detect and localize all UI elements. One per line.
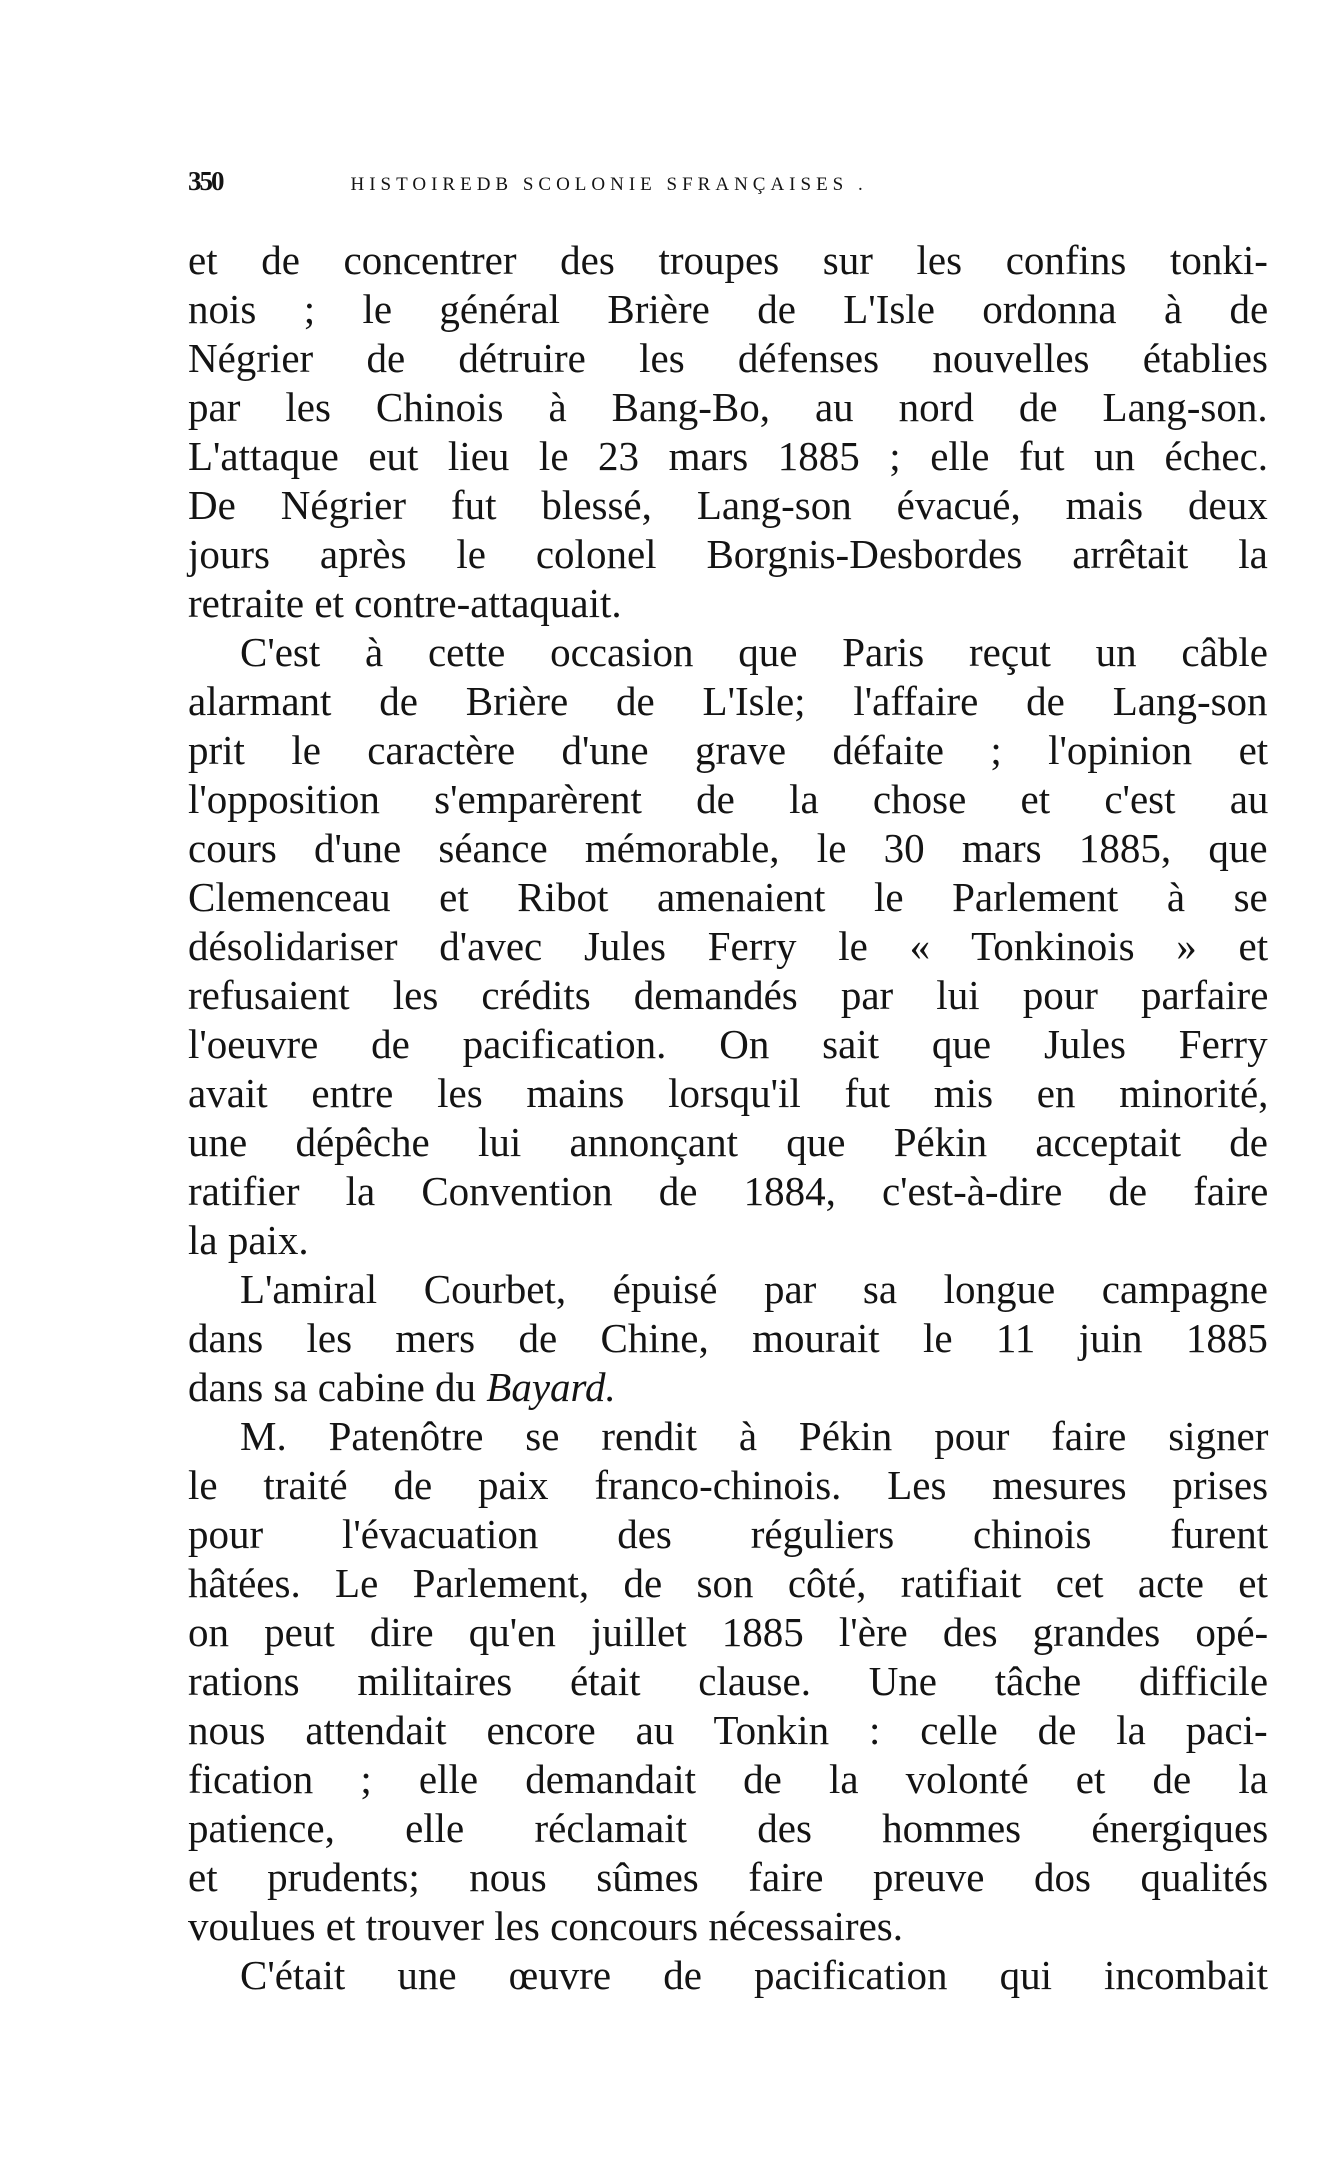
text-line bbox=[188, 1118, 1268, 1167]
text-line bbox=[188, 1657, 1268, 1706]
page-number: 350 bbox=[188, 166, 223, 196]
text-line-content: l'oeuvre de pacification. On sait que Jules Ferry bbox=[188, 1021, 1268, 1067]
text-line-content: fication ; elle demandait de la volonté et de la bbox=[188, 1756, 1268, 1802]
text-line bbox=[188, 1902, 1268, 1951]
text-line bbox=[188, 1265, 1268, 1314]
text-line-content: voulues et trouver les concours nécessaires. bbox=[188, 1903, 903, 1949]
text-line bbox=[188, 971, 1268, 1020]
text-line-content: Négrier de détruire les défenses nouvelles établies bbox=[188, 335, 1268, 381]
text-line bbox=[188, 285, 1268, 334]
text-line-content: le traité de paix franco-chinois. Les mesures prises bbox=[188, 1462, 1269, 1508]
text-line bbox=[188, 1461, 1268, 1510]
text-line-content: une dépêche lui annonçant que Pékin acceptait de bbox=[188, 1119, 1268, 1165]
text-line bbox=[188, 1608, 1268, 1657]
text-line-content: l'opposition s'emparèrent de la chose et c'est au bbox=[188, 776, 1269, 822]
body-text bbox=[188, 236, 1268, 2000]
text-line-content: rations militaires était clause. Une tâche difficile bbox=[188, 1658, 1269, 1704]
text-line-content: C'est à cette occasion que Paris reçut un câble bbox=[240, 629, 1268, 675]
text-line-content: Clemenceau et Ribot amenaient le Parlement à se bbox=[188, 874, 1268, 920]
text-line-content: et de concentrer des troupes sur les confins tonki- bbox=[188, 237, 1268, 283]
text-line bbox=[188, 1951, 1268, 2000]
text-line bbox=[188, 1804, 1268, 1853]
text-line bbox=[188, 1216, 1268, 1265]
text-line bbox=[188, 726, 1268, 775]
page-header bbox=[188, 166, 1268, 206]
text-line-content: De Négrier fut blessé, Lang-son évacué, mais deux bbox=[188, 482, 1268, 528]
text-line-content: nois ; le général Brière de L'Isle ordonna à de bbox=[188, 286, 1269, 332]
text-line bbox=[188, 1510, 1268, 1559]
text-line-content: dans sa cabine du bbox=[188, 1364, 487, 1410]
text-line bbox=[188, 432, 1268, 481]
text-line-content: L'attaque eut lieu le 23 mars 1885 ; elle fut un échec. bbox=[188, 433, 1269, 479]
text-line bbox=[188, 1853, 1268, 1902]
text-line bbox=[188, 334, 1268, 383]
text-line-content: cours d'une séance mémorable, le 30 mars 1885, que bbox=[188, 825, 1268, 871]
text-line bbox=[188, 481, 1268, 530]
text-line-content: nous attendait encore au Tonkin : celle de la paci- bbox=[188, 1707, 1268, 1753]
text-line bbox=[188, 579, 1268, 628]
text-line bbox=[188, 873, 1268, 922]
text-line bbox=[188, 628, 1268, 677]
text-line-content: hâtées. Le Parlement, de son côté, ratifiait cet acte et bbox=[188, 1560, 1268, 1606]
text-line-content: désolidariser d'avec Jules Ferry le « Tonkinois » et bbox=[188, 923, 1269, 969]
text-line-content: pour l'évacuation des réguliers chinois furent bbox=[188, 1511, 1269, 1557]
text-line-content: la paix. bbox=[188, 1217, 309, 1263]
text-line bbox=[188, 530, 1268, 579]
text-line-content: refusaient les crédits demandés par lui pour parfaire bbox=[188, 972, 1269, 1018]
text-line bbox=[188, 775, 1268, 824]
text-line-content: M. Patenôtre se rendit à Pékin pour faire signer bbox=[240, 1413, 1269, 1459]
text-line-content: patience, elle réclamait des hommes énergiques bbox=[188, 1805, 1269, 1851]
text-line-content: C'était une œuvre de pacification qui incombait bbox=[240, 1952, 1268, 1998]
text-line bbox=[188, 1167, 1268, 1216]
text-line bbox=[188, 922, 1268, 971]
italic-ship-name: Bayard. bbox=[486, 1364, 616, 1410]
text-line-content: L'amiral Courbet, épuisé par sa longue campagne bbox=[240, 1266, 1268, 1312]
text-line-content: ratifier la Convention de 1884, c'est-à-dire de faire bbox=[188, 1168, 1269, 1214]
text-line-content: dans les mers de Chine, mourait le 11 juin 1885 bbox=[188, 1315, 1268, 1361]
text-line-content: alarmant de Brière de L'Isle; l'affaire de Lang-son bbox=[188, 678, 1268, 724]
text-line bbox=[188, 383, 1268, 432]
text-line bbox=[188, 1363, 1268, 1412]
text-line bbox=[188, 1559, 1268, 1608]
text-line bbox=[188, 1020, 1268, 1069]
text-line bbox=[188, 1706, 1268, 1755]
text-line-content: avait entre les mains lorsqu'il fut mis en minorité, bbox=[188, 1070, 1269, 1116]
text-line bbox=[188, 236, 1268, 285]
text-line-content: jours après le colonel Borgnis-Desbordes arrêtait la bbox=[188, 531, 1268, 577]
text-line-content: on peut dire qu'en juillet 1885 l'ère des grandes opé- bbox=[188, 1609, 1269, 1655]
text-line bbox=[188, 1314, 1268, 1363]
text-line bbox=[188, 677, 1268, 726]
text-line bbox=[188, 1412, 1268, 1461]
text-line-content: et prudents; nous sûmes faire preuve dos qualités bbox=[188, 1854, 1269, 1900]
text-line-content: par les Chinois à Bang-Bo, au nord de Lang-son. bbox=[188, 384, 1268, 430]
text-line-content: prit le caractère d'une grave défaite ; l'opinion et bbox=[188, 727, 1269, 773]
running-title: HISTOIREDB SCOLONIE SFRANÇAISES . bbox=[350, 174, 868, 195]
text-line bbox=[188, 1069, 1268, 1118]
text-line bbox=[188, 824, 1268, 873]
text-line-content: retraite et contre-attaquait. bbox=[188, 580, 622, 626]
text-line bbox=[188, 1755, 1268, 1804]
